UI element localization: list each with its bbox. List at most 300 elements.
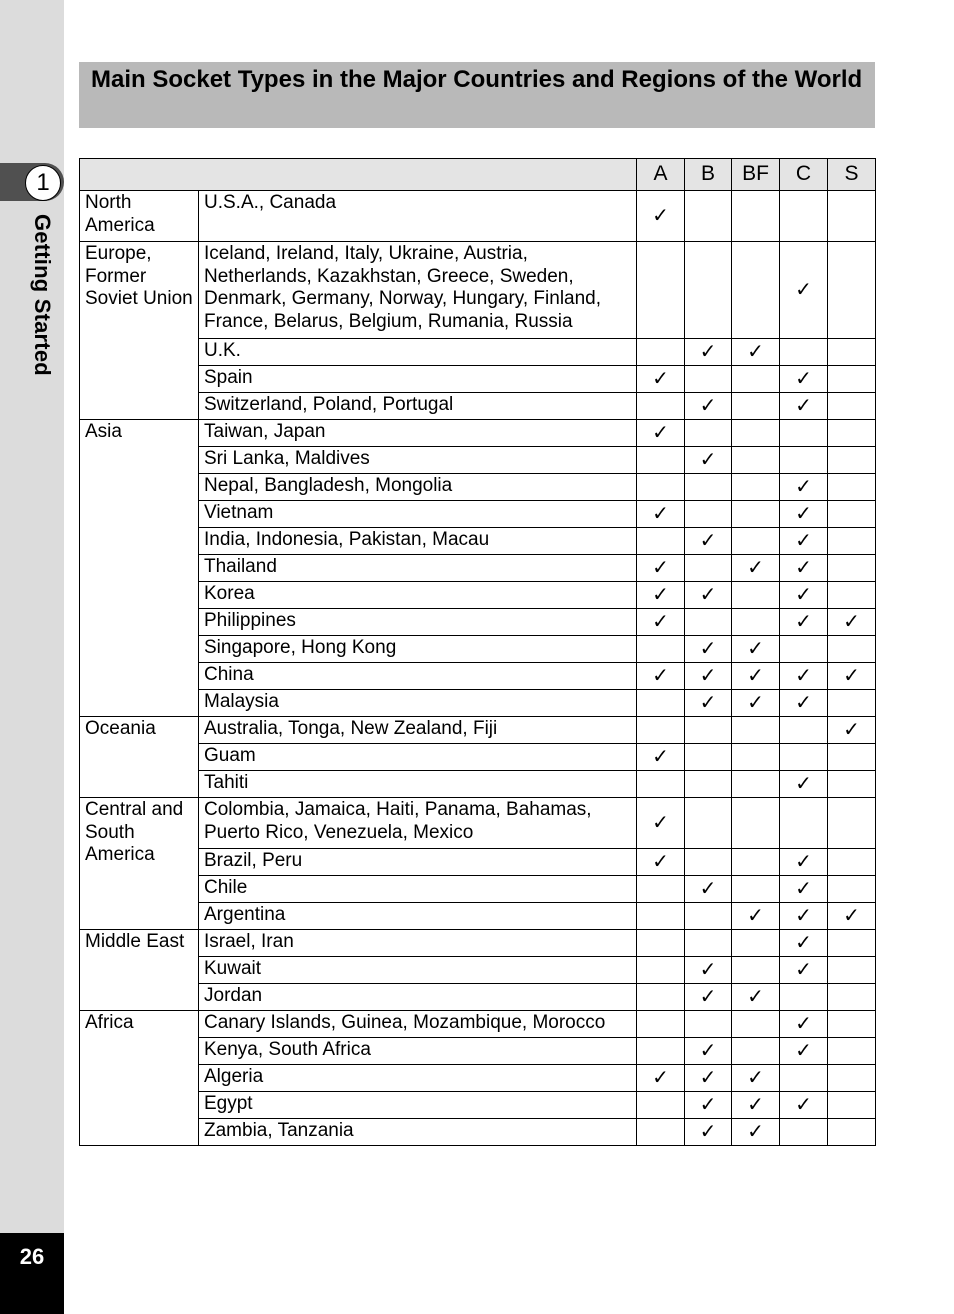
socket-mark-cell (780, 447, 828, 474)
socket-mark-cell (685, 1119, 732, 1146)
countries-cell: Vietnam (199, 501, 637, 528)
check-icon: ✓ (699, 985, 717, 1008)
socket-mark-cell (828, 528, 876, 555)
check-icon: ✓ (843, 610, 860, 633)
check-icon: ✓ (699, 877, 717, 900)
check-icon: ✓ (699, 394, 717, 417)
header-socket-bf: BF (732, 159, 780, 191)
header-socket-c: C (780, 159, 828, 191)
socket-mark-cell (732, 366, 780, 393)
header-blank-cell (80, 159, 637, 191)
countries-cell: Jordan (199, 984, 637, 1011)
socket-mark-cell (685, 474, 732, 501)
socket-mark-cell (828, 447, 876, 474)
check-icon: ✓ (747, 691, 764, 714)
socket-mark-cell (637, 903, 685, 930)
socket-mark-cell (685, 744, 732, 771)
socket-mark-cell (637, 1119, 685, 1146)
check-icon: ✓ (795, 529, 812, 552)
socket-mark-cell (780, 1065, 828, 1092)
socket-mark-cell (780, 744, 828, 771)
countries-cell: Zambia, Tanzania (199, 1119, 637, 1146)
table-row (80, 393, 876, 420)
socket-mark-cell (780, 771, 828, 798)
table-row (80, 1065, 876, 1092)
socket-mark-cell (780, 1092, 828, 1119)
socket-mark-cell (637, 876, 685, 903)
socket-mark-cell (685, 798, 732, 849)
check-icon: ✓ (652, 583, 669, 606)
socket-mark-cell (828, 582, 876, 609)
table-row (80, 501, 876, 528)
socket-mark-cell (780, 242, 828, 339)
chapter-title: Getting Started (30, 214, 55, 376)
socket-mark-cell (685, 849, 732, 876)
socket-mark-cell (685, 1065, 732, 1092)
countries-cell: Spain (199, 366, 637, 393)
socket-mark-cell (780, 339, 828, 366)
check-icon: ✓ (795, 367, 812, 390)
region-cell: Oceania (80, 717, 199, 798)
countries-cell: Canary Islands, Guinea, Mozambique, Morocco (199, 1011, 637, 1038)
socket-mark-cell (828, 984, 876, 1011)
table-row (80, 1092, 876, 1119)
check-icon: ✓ (795, 556, 812, 579)
countries-cell: Kenya, South Africa (199, 1038, 637, 1065)
socket-mark-cell (780, 1119, 828, 1146)
socket-mark-cell (685, 903, 732, 930)
countries-cell: Singapore, Hong Kong (199, 636, 637, 663)
socket-mark-cell (732, 501, 780, 528)
countries-cell: Korea (199, 582, 637, 609)
check-icon: ✓ (795, 610, 812, 633)
check-icon: ✓ (699, 448, 717, 471)
socket-mark-cell (828, 903, 876, 930)
socket-mark-cell (828, 771, 876, 798)
socket-mark-cell (637, 528, 685, 555)
socket-mark-cell (780, 1038, 828, 1065)
table-row (80, 1119, 876, 1146)
check-icon: ✓ (843, 664, 860, 687)
region-cell: North America (80, 191, 199, 242)
check-icon: ✓ (795, 583, 812, 606)
check-icon: ✓ (699, 583, 717, 606)
table-row (80, 744, 876, 771)
socket-mark-cell (685, 771, 732, 798)
countries-cell: Kuwait (199, 957, 637, 984)
socket-mark-cell (828, 798, 876, 849)
table-row (80, 366, 876, 393)
header-socket-b: B (685, 159, 732, 191)
socket-mark-cell (685, 930, 732, 957)
socket-mark-cell (637, 984, 685, 1011)
socket-mark-cell (732, 903, 780, 930)
check-icon: ✓ (699, 664, 717, 687)
socket-mark-cell (732, 876, 780, 903)
socket-mark-cell (828, 420, 876, 447)
socket-mark-cell (637, 690, 685, 717)
socket-mark-cell (637, 366, 685, 393)
countries-cell: U.S.A., Canada (199, 191, 637, 242)
socket-mark-cell (685, 366, 732, 393)
table-row (80, 555, 876, 582)
socket-mark-cell (828, 609, 876, 636)
check-icon: ✓ (747, 340, 764, 363)
socket-mark-cell (685, 339, 732, 366)
socket-mark-cell (732, 339, 780, 366)
check-icon: ✓ (795, 664, 812, 687)
socket-mark-cell (637, 339, 685, 366)
socket-mark-cell (732, 690, 780, 717)
countries-cell: Sri Lanka, Maldives (199, 447, 637, 474)
countries-cell: Tahiti (199, 771, 637, 798)
region-cell: Central and South America (80, 798, 199, 930)
socket-mark-cell (685, 717, 732, 744)
check-icon: ✓ (652, 610, 669, 633)
table-row (80, 1038, 876, 1065)
socket-mark-cell (780, 191, 828, 242)
table-row (80, 420, 876, 447)
socket-mark-cell (780, 984, 828, 1011)
countries-cell: Iceland, Ireland, Italy, Ukraine, Austria, Netherlands, Kazakhstan, Greece, Sweden, Denmark, Germany, Norway, Hungary, Finland, France, Belarus, Belgium, Rumania, Russia (199, 242, 637, 339)
countries-cell: China (199, 663, 637, 690)
socket-mark-cell (732, 582, 780, 609)
socket-mark-cell (780, 876, 828, 903)
table-row (80, 528, 876, 555)
check-icon: ✓ (747, 1093, 764, 1116)
check-icon: ✓ (699, 958, 717, 981)
check-icon: ✓ (699, 340, 717, 363)
socket-mark-cell (685, 501, 732, 528)
socket-mark-cell (637, 474, 685, 501)
check-icon: ✓ (699, 1039, 717, 1062)
table-row (80, 1011, 876, 1038)
socket-mark-cell (780, 501, 828, 528)
socket-mark-cell (828, 1011, 876, 1038)
check-icon: ✓ (795, 1093, 812, 1116)
socket-mark-cell (828, 1119, 876, 1146)
socket-mark-cell (828, 1092, 876, 1119)
countries-cell: U.K. (199, 339, 637, 366)
socket-mark-cell (732, 849, 780, 876)
socket-mark-cell (637, 744, 685, 771)
check-icon: ✓ (795, 278, 812, 301)
socket-mark-cell (780, 393, 828, 420)
countries-cell: Australia, Tonga, New Zealand, Fiji (199, 717, 637, 744)
socket-mark-cell (637, 636, 685, 663)
socket-mark-cell (732, 984, 780, 1011)
region-cell: Africa (80, 1011, 199, 1146)
table-row (80, 191, 876, 242)
socket-mark-cell (828, 339, 876, 366)
socket-mark-cell (637, 191, 685, 242)
socket-mark-cell (732, 393, 780, 420)
table-row (80, 663, 876, 690)
socket-mark-cell (780, 930, 828, 957)
socket-mark-cell (732, 636, 780, 663)
table-row (80, 957, 876, 984)
socket-mark-cell (685, 876, 732, 903)
socket-mark-cell (828, 393, 876, 420)
socket-mark-cell (732, 930, 780, 957)
table-row (80, 474, 876, 501)
socket-mark-cell (732, 191, 780, 242)
check-icon: ✓ (795, 958, 812, 981)
socket-mark-cell (732, 1011, 780, 1038)
socket-mark-cell (637, 849, 685, 876)
countries-cell: Guam (199, 744, 637, 771)
check-icon: ✓ (652, 1066, 669, 1089)
table-body (80, 191, 876, 1146)
check-icon: ✓ (795, 850, 812, 873)
countries-cell: Philippines (199, 609, 637, 636)
socket-mark-cell (637, 420, 685, 447)
socket-mark-cell (732, 744, 780, 771)
socket-mark-cell (685, 1038, 732, 1065)
socket-mark-cell (780, 366, 828, 393)
check-icon: ✓ (843, 718, 860, 741)
socket-mark-cell (828, 366, 876, 393)
check-icon: ✓ (747, 637, 764, 660)
countries-cell: Nepal, Bangladesh, Mongolia (199, 474, 637, 501)
check-icon: ✓ (747, 556, 764, 579)
check-icon: ✓ (652, 664, 669, 687)
countries-cell: Malaysia (199, 690, 637, 717)
table-row (80, 798, 876, 849)
socket-mark-cell (685, 1011, 732, 1038)
socket-mark-cell (685, 1092, 732, 1119)
countries-cell: India, Indonesia, Pakistan, Macau (199, 528, 637, 555)
socket-mark-cell (780, 957, 828, 984)
socket-mark-cell (732, 1119, 780, 1146)
countries-cell: Chile (199, 876, 637, 903)
region-cell: Europe, Former Soviet Union (80, 242, 199, 420)
socket-mark-cell (828, 1065, 876, 1092)
socket-mark-cell (780, 798, 828, 849)
socket-mark-cell (637, 663, 685, 690)
socket-mark-cell (732, 771, 780, 798)
socket-mark-cell (637, 501, 685, 528)
check-icon: ✓ (652, 502, 669, 525)
socket-mark-cell (780, 690, 828, 717)
title-banner (79, 62, 875, 128)
socket-mark-cell (732, 447, 780, 474)
table-header-row (80, 159, 876, 191)
socket-mark-cell (780, 849, 828, 876)
socket-mark-cell (828, 555, 876, 582)
socket-mark-cell (685, 636, 732, 663)
check-icon: ✓ (699, 1093, 717, 1116)
socket-mark-cell (828, 663, 876, 690)
table-row (80, 849, 876, 876)
socket-mark-cell (685, 984, 732, 1011)
countries-cell: Switzerland, Poland, Portugal (199, 393, 637, 420)
socket-types-table (79, 158, 876, 1146)
socket-mark-cell (732, 555, 780, 582)
socket-mark-cell (685, 690, 732, 717)
socket-mark-cell (637, 393, 685, 420)
check-icon: ✓ (699, 637, 717, 660)
socket-mark-cell (780, 582, 828, 609)
check-icon: ✓ (795, 475, 812, 498)
socket-mark-cell (685, 555, 732, 582)
socket-mark-cell (685, 447, 732, 474)
socket-mark-cell (685, 420, 732, 447)
socket-mark-cell (828, 1038, 876, 1065)
countries-cell: Thailand (199, 555, 637, 582)
check-icon: ✓ (747, 985, 764, 1008)
countries-cell: Israel, Iran (199, 930, 637, 957)
check-icon: ✓ (652, 367, 669, 390)
socket-mark-cell (828, 849, 876, 876)
socket-mark-cell (828, 242, 876, 339)
check-icon: ✓ (795, 904, 812, 927)
countries-cell: Argentina (199, 903, 637, 930)
socket-mark-cell (780, 717, 828, 744)
socket-mark-cell (637, 242, 685, 339)
check-icon: ✓ (747, 1120, 764, 1143)
socket-mark-cell (732, 957, 780, 984)
socket-mark-cell (732, 798, 780, 849)
check-icon: ✓ (652, 745, 669, 768)
table-row (80, 771, 876, 798)
socket-mark-cell (828, 501, 876, 528)
countries-cell: Colombia, Jamaica, Haiti, Panama, Bahamas, Puerto Rico, Venezuela, Mexico (199, 798, 637, 849)
socket-mark-cell (637, 1038, 685, 1065)
socket-mark-cell (637, 1011, 685, 1038)
socket-mark-cell (780, 420, 828, 447)
check-icon: ✓ (699, 1120, 717, 1143)
socket-mark-cell (732, 242, 780, 339)
region-cell: Middle East (80, 930, 199, 1011)
socket-mark-cell (780, 636, 828, 663)
socket-mark-cell (685, 663, 732, 690)
socket-mark-cell (685, 582, 732, 609)
check-icon: ✓ (795, 772, 812, 795)
socket-mark-cell (732, 1038, 780, 1065)
socket-mark-cell (828, 930, 876, 957)
table-row (80, 690, 876, 717)
check-icon: ✓ (699, 691, 717, 714)
socket-mark-cell (780, 1011, 828, 1038)
socket-mark-cell (780, 474, 828, 501)
check-icon: ✓ (795, 1012, 812, 1035)
table-row (80, 903, 876, 930)
socket-mark-cell (685, 393, 732, 420)
countries-cell: Brazil, Peru (199, 849, 637, 876)
countries-cell: Algeria (199, 1065, 637, 1092)
check-icon: ✓ (699, 1066, 717, 1089)
table-row (80, 242, 876, 339)
table-row (80, 582, 876, 609)
check-icon: ✓ (747, 664, 764, 687)
socket-mark-cell (637, 957, 685, 984)
socket-mark-cell (637, 798, 685, 849)
check-icon: ✓ (795, 394, 812, 417)
socket-mark-cell (685, 242, 732, 339)
table-row (80, 876, 876, 903)
socket-mark-cell (637, 555, 685, 582)
socket-mark-cell (637, 1092, 685, 1119)
table-row (80, 717, 876, 744)
socket-mark-cell (828, 636, 876, 663)
socket-mark-cell (732, 609, 780, 636)
socket-mark-cell (732, 420, 780, 447)
table-row (80, 447, 876, 474)
check-icon: ✓ (795, 502, 812, 525)
socket-mark-cell (732, 717, 780, 744)
socket-mark-cell (732, 474, 780, 501)
socket-mark-cell (732, 1065, 780, 1092)
table-row (80, 636, 876, 663)
socket-mark-cell (780, 528, 828, 555)
socket-mark-cell (828, 717, 876, 744)
socket-mark-cell (637, 771, 685, 798)
socket-mark-cell (637, 582, 685, 609)
socket-mark-cell (685, 957, 732, 984)
socket-mark-cell (828, 191, 876, 242)
socket-mark-cell (732, 1092, 780, 1119)
chapter-number: 1 (25, 165, 61, 201)
socket-mark-cell (828, 876, 876, 903)
countries-cell: Egypt (199, 1092, 637, 1119)
page-title: Main Socket Types in the Major Countries and Regions of the World (91, 66, 863, 93)
check-icon: ✓ (747, 904, 764, 927)
check-icon: ✓ (652, 556, 669, 579)
check-icon: ✓ (795, 1039, 812, 1062)
socket-mark-cell (732, 528, 780, 555)
check-icon: ✓ (747, 1066, 764, 1089)
region-cell: Asia (80, 420, 199, 717)
socket-mark-cell (637, 930, 685, 957)
check-icon: ✓ (652, 421, 669, 444)
table-row (80, 930, 876, 957)
header-socket-s: S (828, 159, 876, 191)
page-number: 26 (19, 1244, 45, 1269)
check-icon: ✓ (652, 204, 669, 227)
countries-cell: Taiwan, Japan (199, 420, 637, 447)
socket-mark-cell (732, 663, 780, 690)
header-socket-a: A (637, 159, 685, 191)
socket-mark-cell (685, 528, 732, 555)
check-icon: ✓ (795, 877, 812, 900)
table-row (80, 984, 876, 1011)
socket-mark-cell (637, 609, 685, 636)
check-icon: ✓ (795, 931, 812, 954)
check-icon: ✓ (652, 850, 669, 873)
page-number-box (0, 1233, 64, 1314)
check-icon: ✓ (699, 529, 717, 552)
check-icon: ✓ (795, 691, 812, 714)
socket-mark-cell (780, 663, 828, 690)
socket-mark-cell (780, 609, 828, 636)
socket-mark-cell (828, 957, 876, 984)
socket-mark-cell (828, 474, 876, 501)
socket-mark-cell (685, 191, 732, 242)
socket-mark-cell (828, 690, 876, 717)
socket-mark-cell (685, 609, 732, 636)
socket-mark-cell (780, 903, 828, 930)
socket-mark-cell (780, 555, 828, 582)
socket-mark-cell (637, 717, 685, 744)
socket-mark-cell (637, 1065, 685, 1092)
check-icon: ✓ (652, 811, 669, 834)
socket-mark-cell (828, 744, 876, 771)
table-row (80, 609, 876, 636)
socket-mark-cell (637, 447, 685, 474)
check-icon: ✓ (843, 904, 860, 927)
table-row (80, 339, 876, 366)
